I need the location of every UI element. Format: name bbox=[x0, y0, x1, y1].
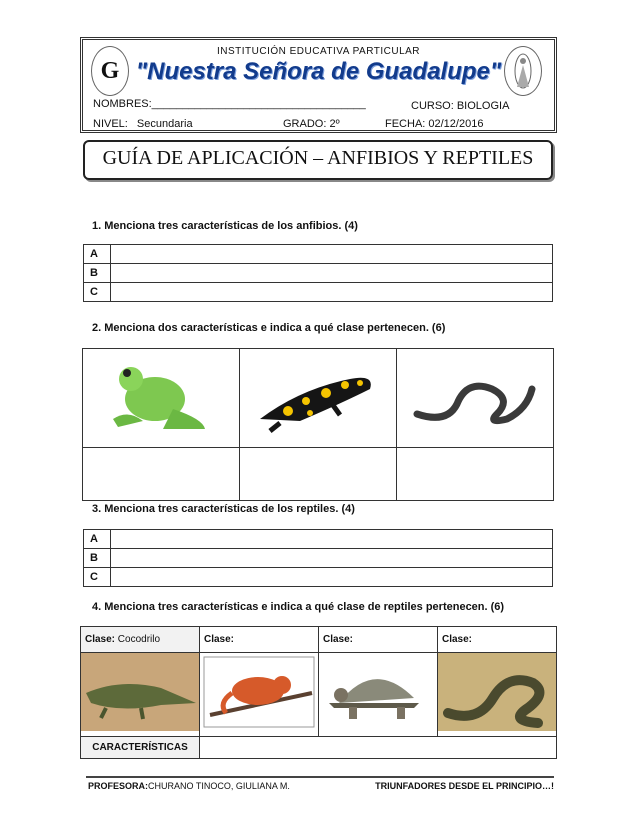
answer-cell[interactable] bbox=[83, 448, 240, 501]
answer-cell[interactable] bbox=[111, 549, 553, 568]
clase-cell-3[interactable]: Clase: bbox=[319, 627, 438, 653]
answer-cell[interactable] bbox=[111, 283, 553, 302]
answer-cell[interactable] bbox=[111, 264, 553, 283]
school-name: "Nuestra Señora de Guadalupe" bbox=[135, 58, 502, 85]
chameleon-icon bbox=[200, 653, 318, 731]
answer-cell[interactable] bbox=[111, 245, 553, 264]
answer-cell[interactable] bbox=[111, 530, 553, 549]
nivel-label: NIVEL: Secundaria bbox=[93, 118, 193, 130]
frog-icon bbox=[83, 349, 239, 442]
snake-cell bbox=[438, 653, 557, 737]
salamander-cell bbox=[240, 349, 397, 448]
frog-cell bbox=[83, 349, 240, 448]
answer-table-3: A B C bbox=[83, 529, 553, 587]
caecilian-icon bbox=[397, 349, 553, 442]
header-box bbox=[80, 37, 557, 133]
answer-cell[interactable] bbox=[200, 737, 557, 759]
clase-cell-4[interactable]: Clase: bbox=[438, 627, 557, 653]
reptile-grid bbox=[80, 626, 557, 759]
page-title: GUÍA DE APLICACIÓN – ANFIBIOS Y REPTILES bbox=[102, 147, 534, 169]
tortoise-icon bbox=[319, 653, 437, 731]
motto: TRIUNFADORES DESDE EL PRINCIPIO…! bbox=[375, 781, 554, 791]
nivel-value: Secundaria bbox=[136, 118, 193, 130]
grado-label: GRADO: 2º bbox=[283, 118, 340, 130]
crocodile-icon bbox=[81, 653, 199, 731]
clase-cell-2[interactable]: Clase: bbox=[200, 627, 319, 653]
salamander-icon bbox=[240, 349, 396, 442]
question-3: 3. Menciona tres características de los reptiles. (4) bbox=[92, 503, 355, 515]
footer-divider bbox=[86, 776, 554, 778]
answer-table-1: A B C bbox=[83, 244, 553, 302]
question-1: 1. Menciona tres características de los anfibios. (4) bbox=[92, 220, 358, 232]
clase-cell-1[interactable]: Clase: Cocodrilo bbox=[81, 627, 200, 653]
profesora: PROFESORA:CHURANO TINOCO, GIULIANA M. bbox=[88, 781, 290, 791]
answer-cell[interactable] bbox=[397, 448, 554, 501]
question-2: 2. Menciona dos características e indica a qué clase pertenecen. (6) bbox=[92, 322, 446, 334]
amphibian-grid bbox=[82, 348, 554, 501]
question-4: 4. Menciona tres características e indica a qué clase de reptiles pertenecen. (6) bbox=[92, 601, 505, 613]
answer-cell[interactable] bbox=[111, 568, 553, 587]
characteristics-label: CARACTERÍSTICAS bbox=[81, 737, 200, 759]
nombres-field[interactable]: NOMBRES:___________________________________ bbox=[93, 98, 366, 110]
crocodile-cell bbox=[81, 653, 200, 737]
institution-type: INSTITUCIÓN EDUCATIVA PARTICULAR bbox=[216, 46, 421, 57]
school-logo-icon: G bbox=[91, 46, 129, 96]
fecha-label: FECHA: 02/12/2016 bbox=[385, 118, 484, 130]
tortoise-cell bbox=[319, 653, 438, 737]
curso-label: CURSO: BIOLOGIA bbox=[411, 100, 510, 112]
snake-icon bbox=[438, 653, 556, 731]
caecilian-cell bbox=[397, 349, 554, 448]
chameleon-cell bbox=[200, 653, 319, 737]
answer-cell[interactable] bbox=[240, 448, 397, 501]
